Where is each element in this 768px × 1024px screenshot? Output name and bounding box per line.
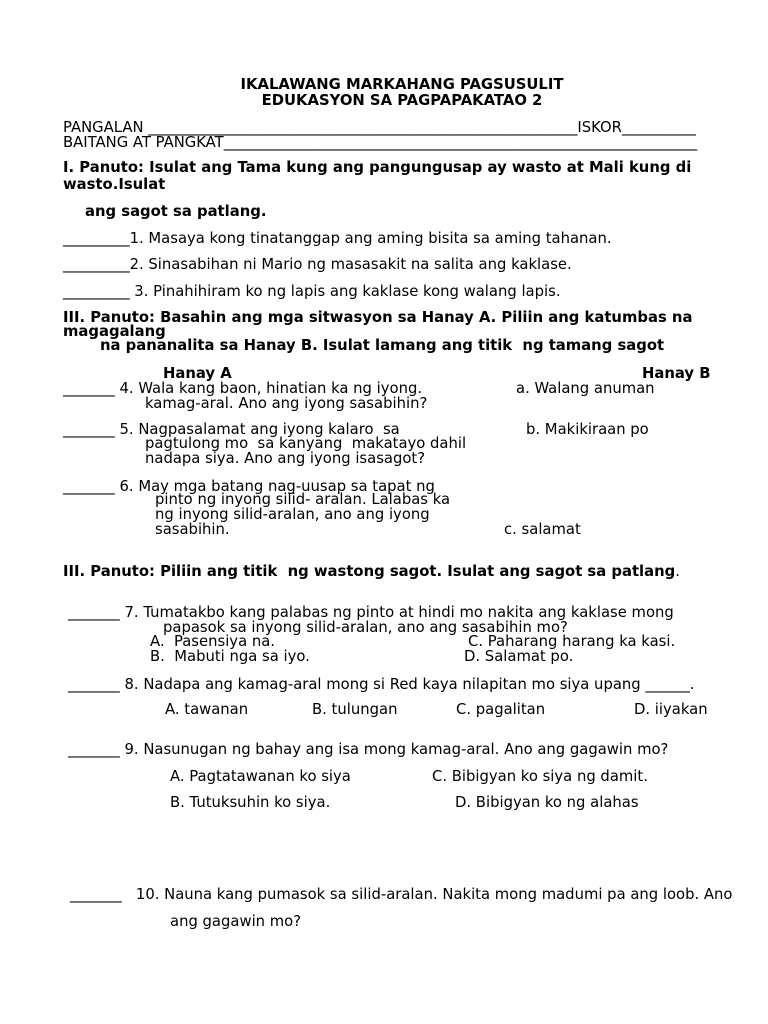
column-b-header: Hanay B	[642, 365, 711, 382]
section-label: BAITANG AT PANGKAT	[63, 134, 224, 151]
part1-instruction-line-1: I. Panuto: Isulat ang Tama kung ang pangungusap ay wasto at Mali kung di	[63, 159, 692, 176]
part2-item-4-line-1: _______ 4. Wala kang baon, hinatian ka ng iyong.	[63, 380, 423, 397]
part3-instruction	[63, 563, 680, 580]
part1-instruction-line-3: ang sagot sa patlang.	[85, 203, 267, 220]
part3-item-10-line-1: _______ 10. Nauna kang pumasok sa silid-aralan. Nakita mong madumi pa ang loob. Ano	[70, 886, 733, 903]
part2-item-5-line-1: _______ 5. Nagpasalamat ang iyong kalaro sa	[63, 421, 400, 438]
item-7-option-d: D. Salamat po.	[464, 648, 574, 665]
item-9-option-a: A. Pagtatawanan ko siya	[170, 768, 351, 785]
column-b-choice-a: a. Walang anuman	[516, 380, 655, 397]
part2-instruction-line-3: na pananalita sa Hanay B. Isulat lamang ang titik ng tamang sagot	[100, 337, 665, 354]
part1-item-3: _________ 3. Pinahihiram ko ng lapis ang kaklase kong walang lapis.	[63, 283, 561, 300]
part3-instruction-period: .	[675, 563, 680, 580]
name-label: PANGALAN	[63, 119, 144, 136]
item-9-option-d: D. Bibigyan ko ng alahas	[455, 794, 639, 811]
part3-item-9-line-1: _______ 9. Nasunugan ng bahay ang isa mong kamag-aral. Ano ang gagawin mo?	[68, 741, 669, 758]
part2-instruction-line-1: III. Panuto: Basahin ang mga sitwasyon sa Hanay A. Piliin ang katumbas na	[63, 309, 693, 326]
part3-item-8-line-1: _______ 8. Nadapa ang kamag-aral mong si Red kaya nilapitan mo siya upang ______.	[68, 676, 695, 693]
part2-instruction-line-2: magagalang	[63, 323, 166, 340]
item-8-option-c: C. pagalitan	[456, 701, 546, 718]
item-8-option-b: B. tulungan	[312, 701, 398, 718]
part1-item-2: _________2. Sinasabihan ni Mario ng masasakit na salita ang kaklase.	[63, 256, 572, 273]
item-9-option-b: B. Tutuksuhin ko siya.	[170, 794, 331, 811]
part3-item-7-line-1: _______ 7. Tumatakbo kang palabas ng pinto at hindi mo nakita ang kaklase mong	[68, 604, 674, 621]
column-b-choice-c: c. salamat	[504, 521, 581, 538]
section-blank: ________________________________________________________________	[223, 134, 698, 151]
item-8-option-a: A. tawanan	[165, 701, 249, 718]
part3-instruction-text: III. Panuto: Piliin ang titik ng wastong sagot. Isulat ang sagot sa patlang	[63, 563, 676, 580]
column-b-choice-b: b. Makikiraan po	[526, 421, 649, 438]
part2-item-6-line-3: ng inyong silid-aralan, ano ang iyong	[155, 506, 430, 523]
item-7-option-a: A. Pasensiya na.	[150, 633, 275, 650]
part2-item-6-line-4: sasabihin.	[155, 521, 230, 538]
part1-item-1: _________1. Masaya kong tinatanggap ang aming bisita sa aming tahanan.	[63, 230, 612, 247]
part3-item-10-line-2: ang gagawin mo?	[170, 913, 302, 930]
exam-title: IKALAWANG MARKAHANG PAGSUSULIT	[240, 76, 564, 93]
section-line	[63, 134, 697, 151]
part2-item-6-line-2: pinto ng inyong silid- aralan. Lalabas ka	[155, 491, 451, 508]
part3-item-7-line-2: papasok sa inyong silid-aralan, ano ang sasabihin mo?	[163, 619, 568, 636]
item-9-option-c: C. Bibigyan ko siya ng damit.	[432, 768, 648, 785]
exam-subject: EDUKASYON SA PAGPAPAKATAO 2	[261, 92, 543, 109]
score-blank: __________	[621, 119, 696, 136]
column-a-header: Hanay A	[163, 365, 232, 382]
part1-instruction-line-2: wasto.Isulat	[63, 176, 166, 193]
item-7-option-b: B. Mabuti nga sa iyo.	[150, 648, 310, 665]
part2-item-5-line-3: nadapa siya. Ano ang iyong isasagot?	[145, 450, 426, 467]
part2-item-4-line-2: kamag-aral. Ano ang iyong sasabihin?	[145, 395, 428, 412]
item-7-option-c: C. Paharang harang ka kasi.	[468, 633, 676, 650]
name-blank: __________________________________________________________	[148, 119, 578, 136]
item-8-option-d: D. iiyakan	[634, 701, 708, 718]
part2-item-5-line-2: pagtulong mo sa kanyang makatayo dahil	[145, 435, 467, 452]
score-label: ISKOR	[577, 119, 622, 136]
part2-item-6-line-1: _______ 6. May mga batang nag-uusap sa tapat ng	[63, 478, 435, 495]
